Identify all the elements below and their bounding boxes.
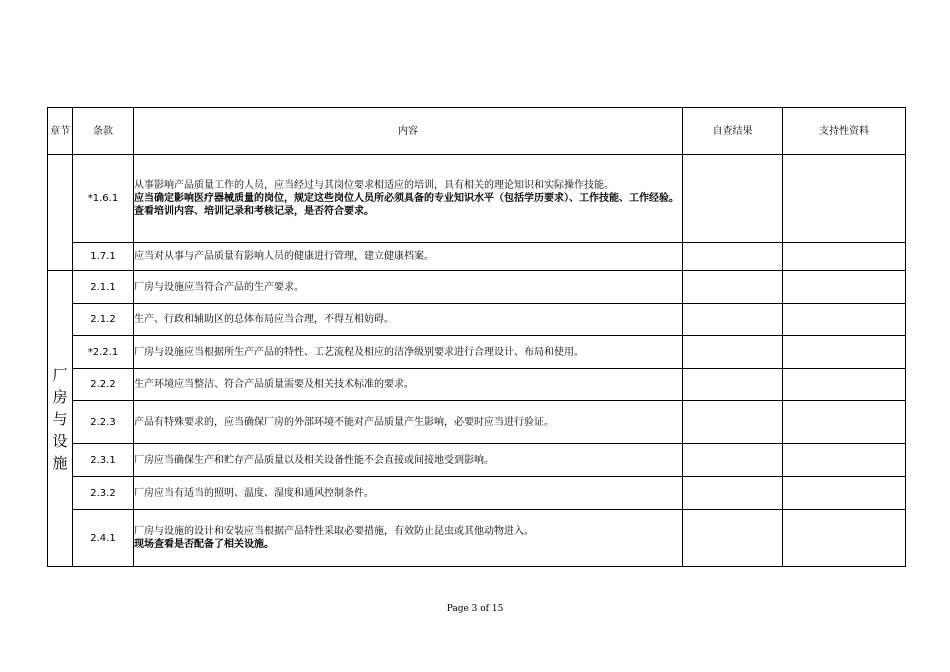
clause-content: 产品有特殊要求的，应当确保厂房的外部环境不能对产品质量产生影响，必要时应当进行验证。	[134, 401, 683, 444]
self-check-cell[interactable]	[683, 401, 783, 444]
table-row	[48, 336, 906, 369]
header-self-check: 自查结果	[683, 108, 783, 155]
clause-content: 生产环境应当整洁、符合产品质量需要及相关技术标准的要求。	[134, 369, 683, 401]
page-number: Page 3 of 15	[446, 604, 504, 614]
header-chapter: 章节	[48, 108, 73, 155]
clause-number: *2.2.1	[73, 336, 134, 369]
self-check-cell[interactable]	[683, 477, 783, 510]
clause-content: 厂房与设施应当符合产品的生产要求。	[134, 271, 683, 304]
clause-requirement: 应当确定影响医疗器械质量的岗位，规定这些岗位人员所必须具备的专业知识水平（包括学历要求）、工作技能、工作经验。查看培训内容、培训记录和考核记录，是否符合要求。	[134, 193, 679, 217]
clause-text: 厂房与设施的设计和安装应当根据产品特性采取必要措施，有效防止昆虫或其他动物进入。	[134, 526, 534, 537]
table-row	[48, 510, 906, 567]
supporting-docs-cell[interactable]	[783, 155, 906, 243]
supporting-docs-cell[interactable]	[783, 510, 906, 567]
clause-number: 2.2.2	[73, 369, 134, 401]
self-check-cell[interactable]	[683, 304, 783, 336]
supporting-docs-cell[interactable]	[783, 369, 906, 401]
self-check-cell[interactable]	[683, 444, 783, 477]
table-row	[48, 155, 906, 243]
clause-requirement: 现场查看是否配备了相关设施。	[134, 539, 274, 550]
chapter-cell-blank	[48, 155, 73, 271]
self-check-cell[interactable]	[683, 243, 783, 271]
clause-content	[134, 155, 683, 243]
self-check-cell[interactable]	[683, 336, 783, 369]
clause-content: 厂房与设施应当根据所生产产品的特性、工艺流程及相应的洁净级别要求进行合理设计、布局和使用。	[134, 336, 683, 369]
header-supporting-docs: 支持性资料	[783, 108, 906, 155]
chapter-title: 厂房与设施	[52, 365, 68, 472]
clause-content: 厂房应当有适当的照明、温度、湿度和通风控制条件。	[134, 477, 683, 510]
clause-number: *1.6.1	[73, 155, 134, 243]
supporting-docs-cell[interactable]	[783, 271, 906, 304]
clause-number: 1.7.1	[73, 243, 134, 271]
header-content: 内容	[134, 108, 683, 155]
clause-number: 2.4.1	[73, 510, 134, 567]
self-check-cell[interactable]	[683, 271, 783, 304]
supporting-docs-cell[interactable]	[783, 401, 906, 444]
supporting-docs-cell[interactable]	[783, 243, 906, 271]
clause-number: 2.1.1	[73, 271, 134, 304]
checklist-table	[47, 107, 906, 567]
supporting-docs-cell[interactable]	[783, 477, 906, 510]
clause-number: 2.1.2	[73, 304, 134, 336]
clause-number: 2.2.3	[73, 401, 134, 444]
clause-number: 2.3.2	[73, 477, 134, 510]
clause-content: 厂房应当确保生产和贮存产品质量以及相关设备性能不会直接或间接地受到影响。	[134, 444, 683, 477]
table-row	[48, 369, 906, 401]
chapter-cell	[48, 271, 73, 567]
table-row	[48, 444, 906, 477]
supporting-docs-cell[interactable]	[783, 336, 906, 369]
self-check-cell[interactable]	[683, 369, 783, 401]
table-row	[48, 401, 906, 444]
supporting-docs-cell[interactable]	[783, 444, 906, 477]
clause-content	[134, 510, 683, 567]
supporting-docs-cell[interactable]	[783, 304, 906, 336]
table-row	[48, 243, 906, 271]
clause-number: 2.3.1	[73, 444, 134, 477]
self-check-cell[interactable]	[683, 155, 783, 243]
clause-content: 应当对从事与产品质量有影响人员的健康进行管理，建立健康档案。	[134, 243, 683, 271]
table-row	[48, 304, 906, 336]
clause-content: 生产、行政和辅助区的总体布局应当合理，不得互相妨碍。	[134, 304, 683, 336]
table-row	[48, 477, 906, 510]
header-row	[48, 108, 906, 155]
header-clause: 条款	[73, 108, 134, 155]
clause-text: 从事影响产品质量工作的人员，应当经过与其岗位要求相适应的培训，具有相关的理论知识和实际操作技能。	[134, 180, 614, 191]
table-row	[48, 271, 906, 304]
self-check-cell[interactable]	[683, 510, 783, 567]
